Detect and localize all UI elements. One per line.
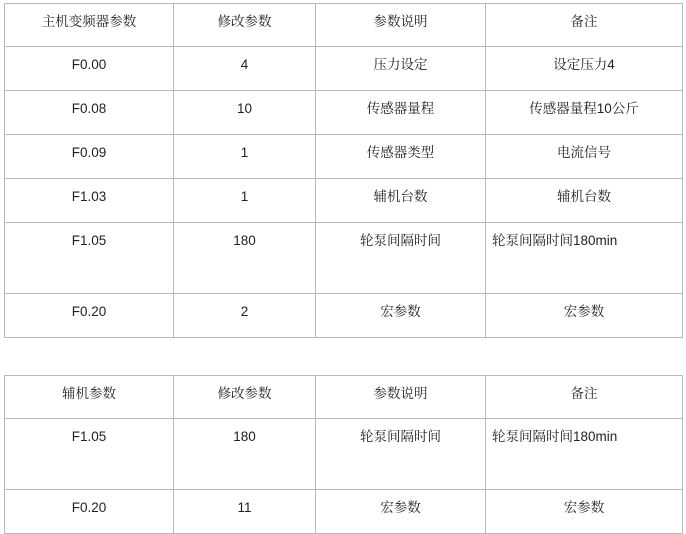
column-header-parameter: 辅机参数 (5, 376, 174, 419)
cell-modified-value: 180 (174, 419, 316, 490)
cell-description: 轮泵间隔时间 (316, 419, 486, 490)
cell-parameter: F1.05 (5, 419, 174, 490)
table-row (5, 91, 683, 135)
cell-parameter: F1.03 (5, 179, 174, 223)
column-header-modified-value: 修改参数 (174, 4, 316, 47)
cell-remark: 宏参数 (486, 294, 683, 338)
table-row (5, 490, 683, 534)
auxiliary-parameter-table (4, 375, 683, 534)
table-row (5, 179, 683, 223)
cell-remark: 电流信号 (486, 135, 683, 179)
column-header-parameter: 主机变频器参数 (5, 4, 174, 47)
cell-parameter: F1.05 (5, 223, 174, 294)
cell-remark: 宏参数 (486, 490, 683, 534)
cell-modified-value: 1 (174, 179, 316, 223)
cell-description: 宏参数 (316, 294, 486, 338)
main-inverter-parameter-table (4, 3, 683, 338)
cell-modified-value: 180 (174, 223, 316, 294)
cell-description: 宏参数 (316, 490, 486, 534)
column-header-description: 参数说明 (316, 376, 486, 419)
cell-modified-value: 2 (174, 294, 316, 338)
cell-description: 传感器量程 (316, 91, 486, 135)
cell-modified-value: 11 (174, 490, 316, 534)
cell-description: 传感器类型 (316, 135, 486, 179)
cell-parameter: F0.20 (5, 490, 174, 534)
cell-modified-value: 4 (174, 47, 316, 91)
table-row (5, 223, 683, 294)
table-header-row (5, 4, 683, 47)
table-row (5, 135, 683, 179)
cell-parameter: F0.00 (5, 47, 174, 91)
table-row (5, 294, 683, 338)
cell-description: 压力设定 (316, 47, 486, 91)
cell-remark: 轮泵间隔时间180min (486, 223, 683, 294)
cell-parameter: F0.09 (5, 135, 174, 179)
cell-modified-value: 1 (174, 135, 316, 179)
table-row (5, 419, 683, 490)
column-header-modified-value: 修改参数 (174, 376, 316, 419)
cell-remark: 轮泵间隔时间180min (486, 419, 683, 490)
cell-remark: 传感器量程10公斤 (486, 91, 683, 135)
column-header-remark: 备注 (486, 4, 683, 47)
column-header-description: 参数说明 (316, 4, 486, 47)
column-header-remark: 备注 (486, 376, 683, 419)
table-header-row (5, 376, 683, 419)
cell-remark: 辅机台数 (486, 179, 683, 223)
cell-parameter: F0.08 (5, 91, 174, 135)
cell-description: 轮泵间隔时间 (316, 223, 486, 294)
cell-parameter: F0.20 (5, 294, 174, 338)
table-row (5, 47, 683, 91)
cell-modified-value: 10 (174, 91, 316, 135)
cell-remark: 设定压力4 (486, 47, 683, 91)
cell-description: 辅机台数 (316, 179, 486, 223)
